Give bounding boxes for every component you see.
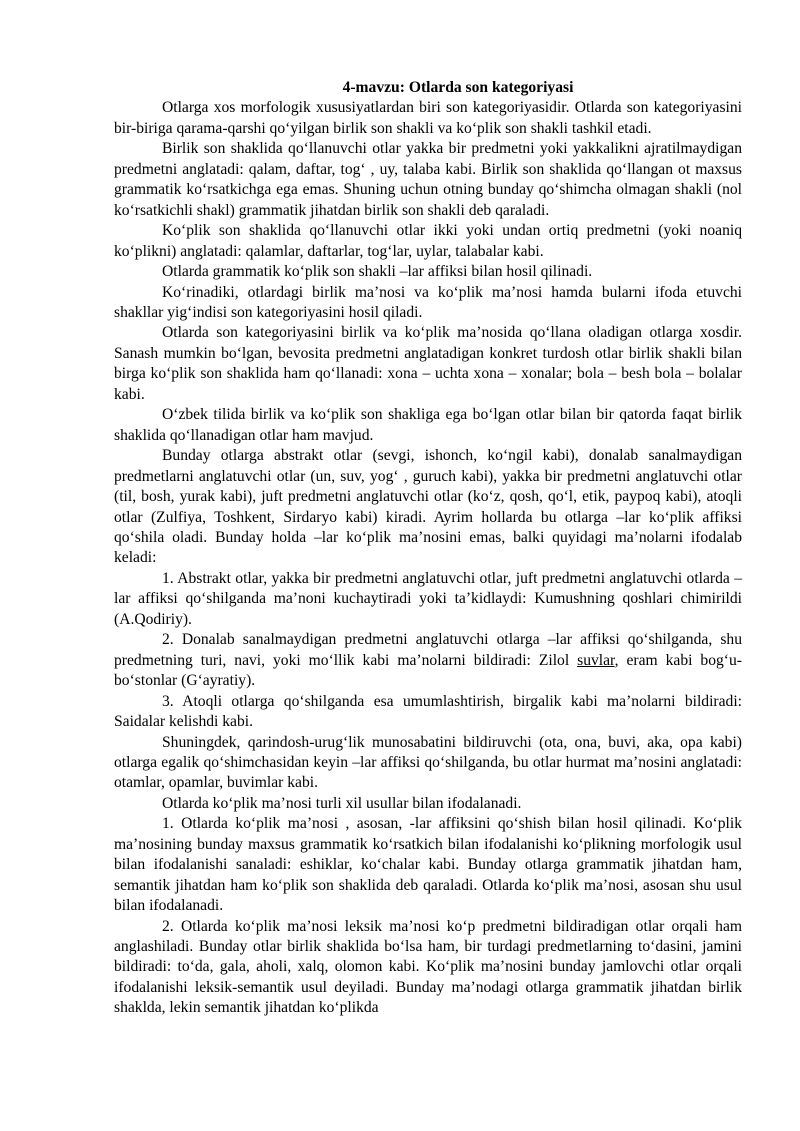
paragraph-with-underline (114, 630, 742, 691)
paragraph: 2. Otlarda ko‘plik ma’nosi leksik ma’nosi ko‘p predmetni bildiradigan otlar orqali ham anglashiladi. Bunday otlar birlik shaklida bo‘lsa ham, bir turdagi predmetlarning to‘dasini, jamini bildiradi: to‘da, gala, aholi, xalq, olomon kabi. Ko‘plik ma’nosini bunday jamlovchi otlar orqali ifodalanishi leksik-semantik usul deyiladi. Bunday ma’nodagi otlarga grammatik jihatdan birlik shaklda, lekin semantik jihatdan ko‘plikda (114, 917, 742, 1017)
paragraph: 1. Otlarda ko‘plik ma’nosi , asosan, -lar affiksini qo‘shish bilan hosil qilinadi. Ko‘plik ma’nosining bunday maxsus grammatik ko‘rsatkich bilan ifodalanishi ko‘plikning morfologik usul bilan ifodalanishi sanaladi: eshiklar, ko‘chalar kabi. Bunday otlarga grammatik jihatdan ham, semantik jihatdan ham ko‘plik son shaklida deb qaraladi. Otlarda ko‘plik ma’nosi, asosan shu usul bilan ifodalanadi. (114, 815, 742, 915)
document-title: 4-mavzu: Otlarda son kategoriyasi (342, 79, 574, 96)
paragraph: 1. Abstrakt otlar, yakka bir predmetni anglatuvchi otlar, juft predmetni anglatuvchi otlarda –lar affiksi qo‘shilganda ma’noni kuchaytiradi yoki ta’kidlaydi: Kumushning qoshlari chimirildi (A.Qodiriy). (114, 569, 742, 628)
paragraph: Birlik son shaklida qo‘llanuvchi otlar yakka bir predmetni yoki yakkalikni ajratilmaydigan predmetni anglatadi: qalam, daftar, tog‘ , uy, talaba kabi. Birlik son shaklida qo‘llangan ot maxsus grammatik ko‘rsatkichga ega emas. Shuning uchun otning bunday qo‘shimcha olmagan shakli (nol ko‘rsatkichli shakl) grammatik jihatdan birlik son shakli deb qaraladi. (114, 140, 742, 219)
document-page (114, 78, 742, 1019)
paragraph: Ko‘rinadiki, otlardagi birlik ma’nosi va ko‘plik ma’nosi hamda bularni ifoda etuvchi shakllar yig‘indisi son kategoriyasini hosil qiladi. (114, 283, 742, 321)
paragraph-text: 2. Donalab sanalmaydigan predmetni anglatuvchi otlarga –lar affiksi qo‘shilganda, shu predmetning turi, navi, yoki mo‘llik kabi ma’nolarni bildiradi: Zilol (114, 631, 742, 669)
paragraph: Otlarda ko‘plik ma’nosi turli xil usullar bilan ifodalanadi. (162, 794, 522, 812)
paragraph-text: , eram kabi bog‘u-bo‘stonlar (G‘ayratiy). (114, 651, 742, 690)
paragraph: Bunday otlarga abstrakt otlar (sevgi, ishonch, ko‘ngil kabi), donalab sanalmaydigan predmetlarni anglatuvchi otlar (un, suv, yog‘ , guruch kabi), yakka bir predmetni anglatuvchi otlar (til, bosh, yurak kabi), juft predmetni anglatuvchi otlar (ko‘z, qosh, qo‘l, etik, paypoq kabi), atoqli otlar (Zulfiya, Toshkent, Sirdaryo kabi) kiradi. Ayrim hollarda bu otlarga –lar ko‘plik affiksi qo‘shila oladi. Bunday holda –lar ko‘plik ma’nosini emas, balki quyidagi ma’nolarni ifodalab keladi: (114, 447, 742, 567)
paragraph: Shuningdek, qarindosh-urug‘lik munosabatini bildiruvchi (ota, ona, buvi, aka, opa kabi) otlarga egalik qo‘shimchasidan keyin –lar affiksi qo‘shilganda, bu otlar hurmat ma’nosini anglatadi: otamlar, opamlar, buvimlar kabi. (114, 733, 742, 792)
paragraph: Otlarda grammatik ko‘plik son shakli –lar affiksi bilan hosil qilinadi. (162, 263, 593, 281)
paragraph: Otlarga xos morfologik xususiyatlardan biri son kategoriyasidir. Otlarda son kategoriyasini bir-biriga qarama-qarshi qo‘yilgan birlik son shakli va ko‘plik son shakli tashkil etadi. (114, 99, 742, 137)
underlined-word: suvlar (577, 651, 615, 669)
paragraph: Otlarda son kategoriyasini birlik va ko‘plik ma’nosida qo‘llana oladigan otlarga xosdir. Sanash mumkin bo‘lgan, bevosita predmetni anglatadigan konkret turdosh otlar birlik shakli bilan birga ko‘plik son shaklida ham qo‘llanadi: xona – uchta xona – xonalar; bola – besh bola – bolalar kabi. (114, 324, 742, 403)
paragraph: Ko‘plik son shaklida qo‘llanuvchi otlar ikki yoki undan ortiq predmetni (yoki noaniq ko‘plikni) anglatadi: qalamlar, daftarlar, tog‘lar, uylar, talabalar kabi. (114, 222, 742, 260)
paragraph: O‘zbek tilida birlik va ko‘plik son shakliga ega bo‘lgan otlar bilan bir qatorda faqat birlik shaklida qo‘llanadigan otlar ham mavjud. (114, 406, 742, 444)
paragraph: 3. Atoqli otlarga qo‘shilganda esa umumlashtirish, birgalik kabi ma’nolarni bildiradi: Saidalar kelishdi kabi. (114, 692, 742, 731)
